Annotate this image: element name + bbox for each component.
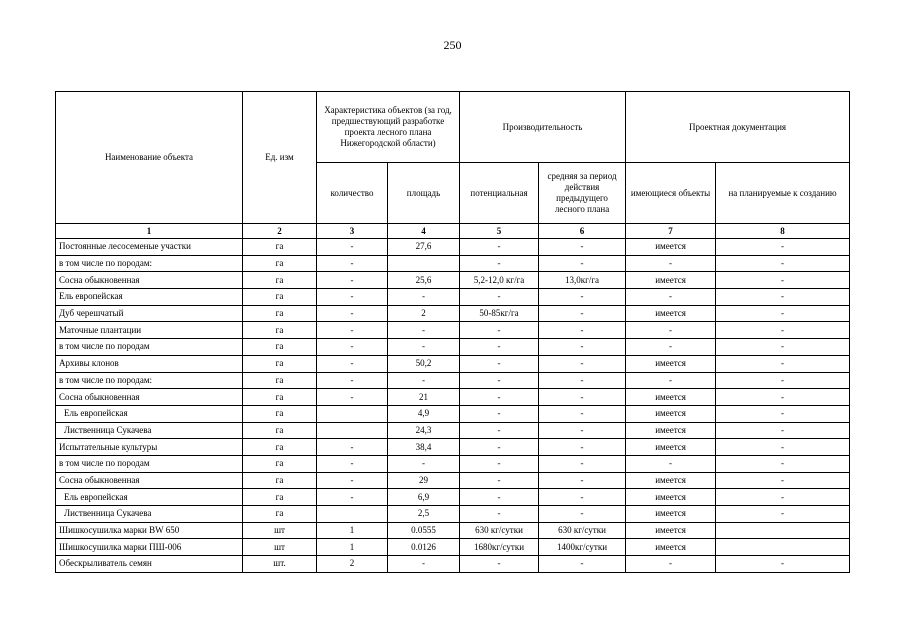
cell-area: 21 bbox=[388, 389, 460, 406]
cell-area: 27,6 bbox=[388, 239, 460, 256]
cell-name: в том числе по породам bbox=[56, 339, 243, 356]
cell-name: Архивы клонов bbox=[56, 355, 243, 372]
cell-name: Сосна обыкновенная bbox=[56, 272, 243, 289]
cell-area: - bbox=[388, 556, 460, 573]
cell-potential: - bbox=[460, 489, 539, 506]
cell-existing: - bbox=[626, 255, 716, 272]
cell-planned: - bbox=[716, 255, 850, 272]
cell-existing: - bbox=[626, 556, 716, 573]
cell-name: Сосна обыкновенная bbox=[56, 472, 243, 489]
cell-potential: 50-85кг/га bbox=[460, 305, 539, 322]
cell-planned: - bbox=[716, 556, 850, 573]
cell-potential: - bbox=[460, 289, 539, 306]
cell-area: 38,4 bbox=[388, 439, 460, 456]
cell-potential: - bbox=[460, 506, 539, 523]
cell-existing: имеется bbox=[626, 522, 716, 539]
cell-existing: - bbox=[626, 372, 716, 389]
cell-name: в том числе по породам: bbox=[56, 372, 243, 389]
cell-planned: - bbox=[716, 455, 850, 472]
cell-quantity: 2 bbox=[317, 556, 388, 573]
cell-area: 2,5 bbox=[388, 506, 460, 523]
cell-unit: га bbox=[243, 422, 317, 439]
cell-quantity: - bbox=[317, 305, 388, 322]
header-productivity: Производительность bbox=[460, 92, 626, 163]
cell-potential: - bbox=[460, 455, 539, 472]
cell-quantity bbox=[317, 405, 388, 422]
table-row bbox=[56, 506, 850, 523]
table-row bbox=[56, 489, 850, 506]
cell-average: - bbox=[539, 339, 626, 356]
table-row bbox=[56, 556, 850, 573]
cell-planned: - bbox=[716, 322, 850, 339]
cell-unit: га bbox=[243, 272, 317, 289]
header-project-docs: Проектная документация bbox=[626, 92, 850, 163]
cell-potential: 5,2-12,0 кг/га bbox=[460, 272, 539, 289]
cell-quantity: - bbox=[317, 355, 388, 372]
cell-area: - bbox=[388, 289, 460, 306]
cell-quantity: 1 bbox=[317, 522, 388, 539]
cell-potential: - bbox=[460, 439, 539, 456]
table-row bbox=[56, 539, 850, 556]
cell-potential: - bbox=[460, 255, 539, 272]
cell-name: Шишкосушилка марки ПШ-006 bbox=[56, 539, 243, 556]
cell-quantity: - bbox=[317, 389, 388, 406]
cell-unit: га bbox=[243, 506, 317, 523]
cell-area: 4,9 bbox=[388, 405, 460, 422]
cell-quantity: - bbox=[317, 339, 388, 356]
cell-potential: - bbox=[460, 405, 539, 422]
table-row bbox=[56, 339, 850, 356]
cell-average: 1400кг/сутки bbox=[539, 539, 626, 556]
cell-potential: - bbox=[460, 322, 539, 339]
cell-quantity: - bbox=[317, 472, 388, 489]
cell-existing: имеется bbox=[626, 539, 716, 556]
cell-unit: га bbox=[243, 489, 317, 506]
cell-average: - bbox=[539, 289, 626, 306]
cell-existing: имеется bbox=[626, 272, 716, 289]
cell-area: 25,6 bbox=[388, 272, 460, 289]
cell-existing: - bbox=[626, 339, 716, 356]
table-row bbox=[56, 305, 850, 322]
cell-quantity: - bbox=[317, 239, 388, 256]
table-row bbox=[56, 439, 850, 456]
cell-average: - bbox=[539, 472, 626, 489]
cell-average: - bbox=[539, 372, 626, 389]
cell-unit: га bbox=[243, 339, 317, 356]
table-row bbox=[56, 455, 850, 472]
cell-unit: га bbox=[243, 455, 317, 472]
cell-planned: - bbox=[716, 239, 850, 256]
cell-existing: - bbox=[626, 289, 716, 306]
cell-quantity: - bbox=[317, 322, 388, 339]
table-row bbox=[56, 472, 850, 489]
cell-unit: га bbox=[243, 255, 317, 272]
column-number: 2 bbox=[243, 224, 317, 239]
table-row bbox=[56, 239, 850, 256]
cell-average: - bbox=[539, 405, 626, 422]
cell-name: в том числе по породам: bbox=[56, 255, 243, 272]
header-name: Наименование объекта bbox=[56, 92, 243, 224]
header-planned: на планируемые к созданию bbox=[716, 163, 850, 224]
cell-quantity: - bbox=[317, 455, 388, 472]
column-number: 5 bbox=[460, 224, 539, 239]
cell-unit: шт. bbox=[243, 556, 317, 573]
cell-planned: - bbox=[716, 339, 850, 356]
cell-potential: - bbox=[460, 389, 539, 406]
cell-area: 0.0555 bbox=[388, 522, 460, 539]
header-potential: потенциальная bbox=[460, 163, 539, 224]
cell-unit: га bbox=[243, 405, 317, 422]
cell-existing: - bbox=[626, 322, 716, 339]
column-number-row bbox=[56, 224, 850, 239]
cell-unit: га bbox=[243, 389, 317, 406]
column-number: 4 bbox=[388, 224, 460, 239]
column-number: 1 bbox=[56, 224, 243, 239]
cell-potential: - bbox=[460, 239, 539, 256]
cell-name: Ель европейская bbox=[56, 489, 243, 506]
cell-average: - bbox=[539, 305, 626, 322]
cell-existing: имеется bbox=[626, 472, 716, 489]
cell-quantity bbox=[317, 506, 388, 523]
cell-name: Ель европейская bbox=[56, 405, 243, 422]
cell-name: Дуб черешчатый bbox=[56, 305, 243, 322]
cell-unit: га bbox=[243, 372, 317, 389]
cell-unit: га bbox=[243, 305, 317, 322]
cell-planned: - bbox=[716, 272, 850, 289]
forest-objects-table bbox=[55, 91, 850, 573]
cell-existing: имеется bbox=[626, 489, 716, 506]
cell-name: Маточные плантации bbox=[56, 322, 243, 339]
cell-average: - bbox=[539, 422, 626, 439]
cell-unit: га bbox=[243, 239, 317, 256]
header-quantity: количество bbox=[317, 163, 388, 224]
cell-quantity: - bbox=[317, 489, 388, 506]
cell-potential: - bbox=[460, 355, 539, 372]
cell-area: 0.0126 bbox=[388, 539, 460, 556]
cell-planned: - bbox=[716, 372, 850, 389]
cell-average: 630 кг/сутки bbox=[539, 522, 626, 539]
cell-existing: имеется bbox=[626, 239, 716, 256]
cell-area: 29 bbox=[388, 472, 460, 489]
cell-area bbox=[388, 255, 460, 272]
cell-potential: - bbox=[460, 372, 539, 389]
cell-planned: - bbox=[716, 389, 850, 406]
column-number: 8 bbox=[716, 224, 850, 239]
table-row bbox=[56, 389, 850, 406]
cell-quantity: - bbox=[317, 439, 388, 456]
cell-name: Испытательные культуры bbox=[56, 439, 243, 456]
cell-name: Лиственница Сукачева bbox=[56, 506, 243, 523]
cell-average: 13,0кг/га bbox=[539, 272, 626, 289]
cell-planned: - bbox=[716, 506, 850, 523]
page-number: 250 bbox=[443, 38, 462, 52]
cell-existing: имеется bbox=[626, 405, 716, 422]
column-number: 3 bbox=[317, 224, 388, 239]
cell-planned bbox=[716, 539, 850, 556]
cell-planned: - bbox=[716, 472, 850, 489]
cell-potential: - bbox=[460, 472, 539, 489]
table-row bbox=[56, 289, 850, 306]
cell-existing: имеется bbox=[626, 389, 716, 406]
cell-average: - bbox=[539, 255, 626, 272]
cell-area: 6,9 bbox=[388, 489, 460, 506]
cell-unit: га bbox=[243, 289, 317, 306]
cell-quantity: 1 bbox=[317, 539, 388, 556]
header-existing: имеющиеся объекты bbox=[626, 163, 716, 224]
cell-average: - bbox=[539, 455, 626, 472]
column-number: 6 bbox=[539, 224, 626, 239]
table-row bbox=[56, 255, 850, 272]
cell-area: 50,2 bbox=[388, 355, 460, 372]
cell-average: - bbox=[539, 489, 626, 506]
cell-name: Ель европейская bbox=[56, 289, 243, 306]
cell-average: - bbox=[539, 556, 626, 573]
cell-planned: - bbox=[716, 289, 850, 306]
cell-quantity bbox=[317, 422, 388, 439]
cell-area: - bbox=[388, 372, 460, 389]
cell-name: Шишкосушилка марки BW 650 bbox=[56, 522, 243, 539]
cell-unit: шт bbox=[243, 539, 317, 556]
cell-existing: - bbox=[626, 455, 716, 472]
cell-existing: имеется bbox=[626, 305, 716, 322]
table-row bbox=[56, 322, 850, 339]
cell-potential: - bbox=[460, 556, 539, 573]
cell-average: - bbox=[539, 439, 626, 456]
cell-average: - bbox=[539, 239, 626, 256]
cell-area: - bbox=[388, 339, 460, 356]
table-row bbox=[56, 355, 850, 372]
cell-quantity: - bbox=[317, 255, 388, 272]
cell-planned: - bbox=[716, 489, 850, 506]
cell-quantity: - bbox=[317, 272, 388, 289]
cell-average: - bbox=[539, 506, 626, 523]
cell-area: - bbox=[388, 455, 460, 472]
table-row bbox=[56, 522, 850, 539]
column-number: 7 bbox=[626, 224, 716, 239]
cell-existing: имеется bbox=[626, 506, 716, 523]
cell-potential: 630 кг/сутки bbox=[460, 522, 539, 539]
header-average: средняя за период действия предыдущего лесного плана bbox=[539, 163, 626, 224]
cell-unit: шт bbox=[243, 522, 317, 539]
cell-potential: 1680кг/сутки bbox=[460, 539, 539, 556]
cell-name: Постоянные лесосеменые участки bbox=[56, 239, 243, 256]
cell-potential: - bbox=[460, 339, 539, 356]
header-area: площадь bbox=[388, 163, 460, 224]
cell-average: - bbox=[539, 355, 626, 372]
table-row bbox=[56, 272, 850, 289]
table-row bbox=[56, 405, 850, 422]
cell-potential: - bbox=[460, 422, 539, 439]
header-characteristic: Характеристика объектов (за год, предшествующий разработке проекта лесного плана Нижегородской области) bbox=[317, 92, 460, 163]
cell-quantity: - bbox=[317, 289, 388, 306]
cell-planned: - bbox=[716, 355, 850, 372]
cell-planned: - bbox=[716, 422, 850, 439]
cell-name: в том числе по породам bbox=[56, 455, 243, 472]
cell-name: Обескрыливатель семян bbox=[56, 556, 243, 573]
cell-area: - bbox=[388, 322, 460, 339]
cell-quantity: - bbox=[317, 372, 388, 389]
cell-name: Сосна обыкновенная bbox=[56, 389, 243, 406]
table-row bbox=[56, 372, 850, 389]
cell-area: 2 bbox=[388, 305, 460, 322]
cell-unit: га bbox=[243, 355, 317, 372]
cell-existing: имеется bbox=[626, 439, 716, 456]
cell-planned: - bbox=[716, 439, 850, 456]
cell-unit: га bbox=[243, 322, 317, 339]
cell-existing: имеется bbox=[626, 355, 716, 372]
cell-planned: - bbox=[716, 405, 850, 422]
cell-planned bbox=[716, 522, 850, 539]
cell-unit: га bbox=[243, 472, 317, 489]
cell-average: - bbox=[539, 389, 626, 406]
cell-planned: - bbox=[716, 305, 850, 322]
cell-existing: имеется bbox=[626, 422, 716, 439]
cell-unit: га bbox=[243, 439, 317, 456]
cell-area: 24,3 bbox=[388, 422, 460, 439]
header-unit: Ед. изм bbox=[243, 92, 317, 224]
cell-average: - bbox=[539, 322, 626, 339]
cell-name: Лиственница Сукачева bbox=[56, 422, 243, 439]
table-row bbox=[56, 422, 850, 439]
